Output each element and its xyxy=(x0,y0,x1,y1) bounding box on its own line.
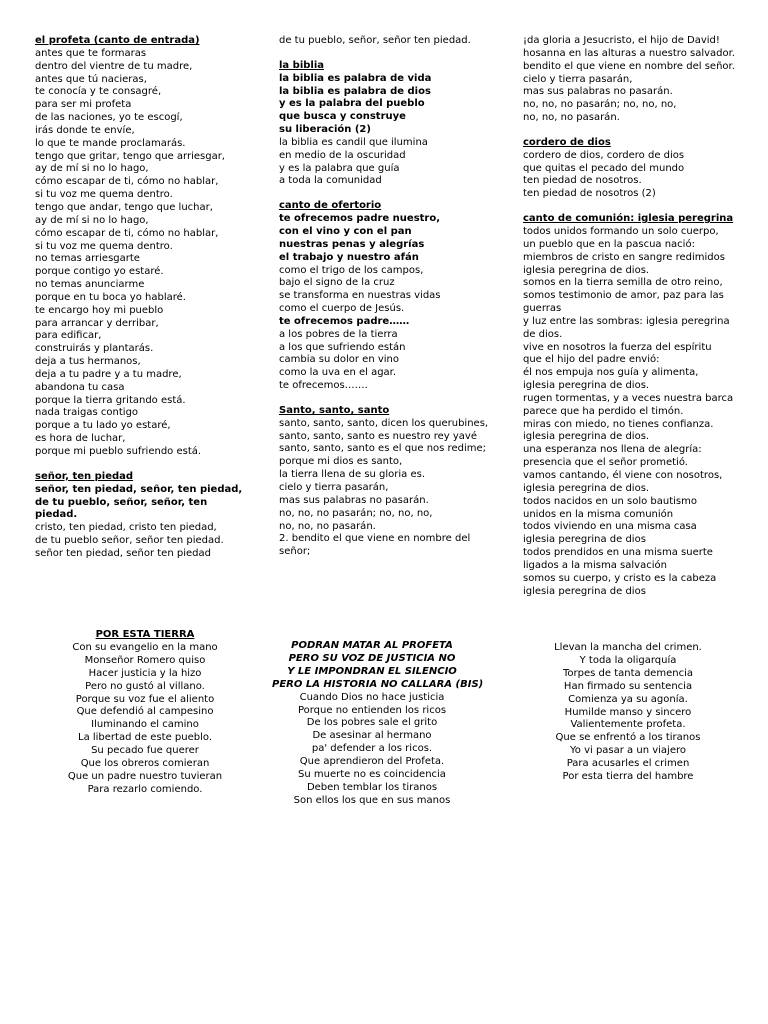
lyric-line: deja a tus hermanos, xyxy=(35,356,141,368)
spacer xyxy=(279,48,511,60)
lyric-line: todos nacidos en un solo bautismo xyxy=(523,495,697,507)
lyric-line: Valientemente profeta. xyxy=(570,719,686,731)
lyric-line: iglesia peregrina de dios xyxy=(523,585,646,597)
lyric-line: ligados a la misma salvación xyxy=(523,559,667,571)
lyric-line: santo, santo, santo es nuestro rey yavé xyxy=(279,430,477,442)
lyric-line: Su pecado fue querer xyxy=(91,745,199,757)
lyric-line: Que se enfrentó a los tiranos xyxy=(555,732,701,744)
lyric-line: guerras xyxy=(523,303,562,315)
lyric-line: cómo escapar de ti, cómo no hablar, xyxy=(35,176,219,188)
lyric-line: PERO LA HISTORIA NO CALLARA (BIS) xyxy=(272,678,484,690)
lyric-line: somos en la tierra semilla de otro reino, xyxy=(523,277,723,289)
lyric-line: ay de mí si no lo hago, xyxy=(35,214,149,226)
lyric-line: de tu pueblo señor, señor ten piedad. xyxy=(35,535,224,547)
lyric-line: iglesia peregrina de dios. xyxy=(523,431,650,443)
lyric-line: como el trigo de los campos, xyxy=(279,264,424,276)
lyric-line: abandona tu casa xyxy=(35,381,125,393)
lyric-line: Que defendió al campesino xyxy=(76,706,214,718)
lyric-line: mas sus palabras no pasarán. xyxy=(279,494,429,506)
lyric-line: de tu pueblo, señor, señor, ten xyxy=(35,496,208,508)
lyric-line: ¡da gloria a Jesucristo, el hijo de David! xyxy=(523,35,720,46)
lyric-line: Torpes de tanta demencia xyxy=(563,667,693,679)
lyric-line: cristo, ten piedad, cristo ten piedad, xyxy=(35,522,217,534)
lyrics-block xyxy=(35,522,267,561)
lyrics-block xyxy=(279,137,511,188)
lyric-line: somos su cuerpo, y cristo es la cabeza xyxy=(523,572,717,584)
lyric-line: no, no, no pasarán. xyxy=(279,520,376,532)
lyric-line: Para acusarles el crimen xyxy=(566,758,690,770)
lyric-line: Pero no gustó al villano. xyxy=(85,680,205,692)
lyric-line: Y LE IMPONDRAN EL SILENCIO xyxy=(287,665,457,677)
lyric-line: señor, ten piedad, señor, ten piedad, xyxy=(35,483,243,495)
lyric-line: a toda la comunidad xyxy=(279,175,382,187)
lyric-line: Para rezarlo comiendo. xyxy=(87,783,203,795)
lyric-line: Comienza ya su agonía. xyxy=(568,693,688,705)
bottom-column-3 xyxy=(528,642,728,784)
lyric-line: Han firmado su sentencia xyxy=(563,680,693,692)
lyrics-block xyxy=(523,226,755,598)
lyric-line: Monseñor Romero quiso xyxy=(84,654,206,666)
lyrics-chorus xyxy=(272,640,484,692)
section-title: canto de comunión: iglesia peregrina xyxy=(523,213,734,225)
lyric-line: vamos cantando, él viene con nosotros, xyxy=(523,470,723,481)
lyric-line: deja a tu padre y a tu madre, xyxy=(35,368,182,380)
lyric-line: la biblia es palabra de dios xyxy=(279,85,431,97)
lyrics-block xyxy=(35,48,267,459)
lyric-line: que busca y construye xyxy=(279,111,406,123)
lyric-line: Yo vi pasar a un viajero xyxy=(570,745,686,757)
lyric-line: cordero de dios, cordero de dios xyxy=(523,149,685,161)
lyrics-block xyxy=(528,642,728,784)
lyric-line: cielo y tierra pasarán, xyxy=(523,73,633,85)
lyric-line: si tu voz me quema dentro. xyxy=(35,240,173,252)
lyrics-block xyxy=(272,692,472,808)
lyrics-block xyxy=(279,329,511,393)
lyric-line: Iluminando el camino xyxy=(91,719,199,731)
lyric-line: iglesia peregrina de dios. xyxy=(523,380,650,392)
lyric-line: no, no, no pasarán. xyxy=(523,112,620,124)
lyric-line: irás donde te envíe, xyxy=(35,124,135,136)
lyric-line: como la uva en el agar. xyxy=(279,367,397,379)
column-1 xyxy=(35,35,267,561)
lyric-line: iglesia peregrina de dios xyxy=(523,534,646,546)
lyric-line: señor ten piedad, señor ten piedad xyxy=(35,547,211,559)
lyrics-block xyxy=(523,35,755,125)
lyric-line: Que un padre nuestro tuvieran xyxy=(67,770,223,782)
lyric-line: cambia su dolor en vino xyxy=(279,354,399,366)
lyric-line: vive en nosotros la fuerza del espíritu xyxy=(523,341,712,353)
lyric-line: una esperanza nos llena de alegría: xyxy=(523,444,702,456)
lyric-line: bajo el signo de la cruz xyxy=(279,277,395,289)
lyric-line: santo, santo, santo, dicen los querubines, xyxy=(279,417,489,429)
lyric-line: porque contigo yo estaré. xyxy=(35,266,164,278)
lyric-line: porque en tu boca yo hablaré. xyxy=(35,291,186,303)
section-title: cordero de dios xyxy=(523,136,611,148)
lyric-line: Cuando Dios no hace justicia xyxy=(299,691,445,703)
lyric-line: iglesia peregrina de dios. xyxy=(523,264,650,276)
lyric-line: La libertad de este pueblo. xyxy=(78,732,212,744)
lyric-line: todos prendidos en una misma suerte xyxy=(523,547,713,559)
lyric-line: no, no, no pasarán; no, no, no, xyxy=(523,99,677,111)
lyric-line: te ofrecemos……. xyxy=(279,380,368,392)
lyric-line: de las naciones, yo te escogí, xyxy=(35,112,183,124)
bottom-column-2 xyxy=(272,640,484,808)
lyric-line: bendito el que viene en nombre del señor. xyxy=(523,60,735,72)
lyric-line: porque a tu lado yo estaré, xyxy=(35,420,171,432)
lyric-line: parece que ha perdido el timón. xyxy=(523,405,684,417)
lyric-line: tengo que gritar, tengo que arriesgar, xyxy=(35,150,225,162)
lyric-line: no temas anunciarme xyxy=(35,279,145,291)
lyric-line: Porque no entienden los ricos xyxy=(297,704,447,716)
lyric-line: como el cuerpo de Jesús. xyxy=(279,303,405,315)
bottom-column-1 xyxy=(50,629,240,797)
lyric-line: te conocía y te consagré, xyxy=(35,86,162,98)
lyric-line: cielo y tierra pasarán, xyxy=(279,482,389,493)
lyric-line: la biblia es candil que ilumina xyxy=(279,136,428,148)
lyric-line: Que los obreros comieran xyxy=(80,758,210,770)
lyric-line: y es la palabra que guía xyxy=(279,162,400,174)
lyric-line: Hacer justicia y la hizo xyxy=(88,667,202,679)
lyric-line: piedad. xyxy=(35,509,78,521)
lyric-line: Por esta tierra del hambre xyxy=(562,771,694,783)
spacer xyxy=(523,125,755,137)
lyric-line: todos viviendo en una misma casa xyxy=(523,521,697,533)
lyric-line: Son ellos los que en sus manos xyxy=(293,794,451,806)
lyrics-block xyxy=(279,265,511,316)
lyric-line: para edificar, xyxy=(35,330,102,342)
lyric-line: 2. bendito el que viene en nombre del xyxy=(279,533,471,545)
lyric-line: miembros de cristo en sangre redimidos xyxy=(523,251,725,263)
lyric-line: PERO SU VOZ DE JUSTICIA NO xyxy=(288,652,456,664)
lyric-line: Llevan la mancha del crimen. xyxy=(554,642,702,653)
lyrics-chorus xyxy=(35,484,267,523)
lyric-line: rugen tormentas, y a veces nuestra barca xyxy=(523,392,734,404)
lyrics-block xyxy=(279,418,511,559)
lyric-line: se transforma en nuestras vidas xyxy=(279,290,441,302)
lyric-line: PODRAN MATAR AL PROFETA xyxy=(291,640,453,651)
lyric-line: lo que te mande proclamarás. xyxy=(35,137,186,149)
lyric-line: pa' defender a los ricos. xyxy=(311,743,433,755)
spacer xyxy=(35,459,267,471)
lyric-line: la biblia es palabra de vida xyxy=(279,72,432,84)
lyric-line: unidos en la misma comunión xyxy=(523,508,674,520)
lyric-line: con el vino y con el pan xyxy=(279,225,412,237)
lyric-line: ay de mí si no lo hago, xyxy=(35,163,149,175)
lyric-line: y es la palabra del pueblo xyxy=(279,98,425,110)
section-title: el profeta (canto de entrada) xyxy=(35,35,200,46)
lyric-line: ten piedad de nosotros (2) xyxy=(523,188,656,200)
section-title: señor, ten piedad xyxy=(35,470,134,482)
lyric-line: Deben temblar los tiranos xyxy=(306,781,438,793)
lyric-line: De los pobres sale el grito xyxy=(306,717,438,729)
lyrics-chorus xyxy=(279,213,511,264)
lyric-line: te ofrecemos padre…… xyxy=(279,315,410,327)
lyric-line: tengo que andar, tengo que luchar, xyxy=(35,201,213,213)
lyric-line: el trabajo y nuestro afán xyxy=(279,251,419,263)
lyric-line: Humilde manso y sincero xyxy=(564,706,692,718)
lyric-line: nada traigas contigo xyxy=(35,407,139,419)
lyric-line: antes que te formaras xyxy=(35,47,147,59)
lyric-line: te encargo hoy mi pueblo xyxy=(35,304,164,316)
lyric-line: porque la tierra gritando está. xyxy=(35,394,186,406)
spacer xyxy=(279,393,511,405)
lyric-line: somos testimonio de amor, paz para las xyxy=(523,290,724,302)
lyric-line: iglesia peregrina de dios. xyxy=(523,482,650,494)
lyric-line: de tu pueblo, señor, señor ten piedad. xyxy=(279,35,471,46)
lyric-line: mas sus palabras no pasarán. xyxy=(523,86,673,98)
lyric-line: Porque su voz fue el aliento xyxy=(75,693,215,705)
section-title: la biblia xyxy=(279,59,325,71)
lyric-line: él nos empuja nos guía y alimenta, xyxy=(523,367,699,379)
lyric-line: a los pobres de la tierra xyxy=(279,328,398,340)
lyric-line: a los que sufriendo están xyxy=(279,341,406,353)
lyrics-chorus xyxy=(279,73,511,137)
lyric-line: no, no, no pasarán; no, no, no, xyxy=(279,507,433,519)
lyric-line: Su muerte no es coincidencia xyxy=(298,769,446,781)
lyric-line: nuestras penas y alegrías xyxy=(279,238,425,250)
lyric-line: Que aprendieron del Profeta. xyxy=(299,756,445,768)
lyric-line: santo, santo, santo es el que nos redime; xyxy=(279,443,486,455)
lyric-line: presencia que el señor prometió. xyxy=(523,457,688,469)
lyric-line: su liberación (2) xyxy=(279,124,371,136)
lyrics-block xyxy=(523,150,755,201)
lyric-line: miras con miedo, no tienes confianza. xyxy=(523,418,714,430)
lyric-line: para ser mi profeta xyxy=(35,99,132,111)
lyric-line: señor; xyxy=(279,546,311,558)
lyric-line: hosanna en las alturas a nuestro salvador. xyxy=(523,47,735,59)
lyric-line: que el hijo del padre envió: xyxy=(523,354,660,366)
spacer xyxy=(279,188,511,200)
lyrics-block xyxy=(50,642,240,797)
lyric-line: Con su evangelio en la mano xyxy=(72,641,218,653)
lyric-line: es hora de luchar, xyxy=(35,433,126,445)
lyric-line: ten piedad de nosotros. xyxy=(523,175,642,187)
lyric-line: si tu voz me quema dentro. xyxy=(35,189,173,201)
lyric-line: te ofrecemos padre nuestro, xyxy=(279,213,441,225)
lyric-line: que quitas el pecado del mundo xyxy=(523,162,685,174)
column-2 xyxy=(279,35,511,559)
lyric-line: en medio de la oscuridad xyxy=(279,149,406,161)
spacer xyxy=(523,201,755,213)
song-title: POR ESTA TIERRA xyxy=(95,629,195,640)
lyric-line: antes que tú nacieras, xyxy=(35,73,147,85)
lyric-line: Y toda la oligarquía xyxy=(579,654,677,666)
lyric-line: y luz entre las sombras: iglesia peregrina xyxy=(523,315,730,327)
lyric-line: cómo escapar de ti, cómo no hablar, xyxy=(35,227,219,239)
lyric-line: para arrancar y derribar, xyxy=(35,317,159,329)
lyric-line: dentro del vientre de tu madre, xyxy=(35,60,193,72)
section-title: canto de ofertorio xyxy=(279,200,382,212)
lyric-line: la tierra llena de su gloria es. xyxy=(279,469,426,481)
column-3 xyxy=(523,35,755,598)
lyric-line: todos unidos formando un solo cuerpo, xyxy=(523,225,719,237)
lyric-line: de dios. xyxy=(523,328,563,340)
lyric-line: construirás y plantarás. xyxy=(35,343,154,355)
lyric-line: porque mi dios es santo, xyxy=(279,456,403,468)
lyric-line: no temas arriesgarte xyxy=(35,253,140,265)
lyric-line: un pueblo que en la pascua nació: xyxy=(523,238,695,250)
lyric-line: porque mi pueblo sufriendo está. xyxy=(35,446,202,457)
section-title: Santo, santo, santo xyxy=(279,404,390,416)
lyric-line: De asesinar al hermano xyxy=(312,730,432,742)
